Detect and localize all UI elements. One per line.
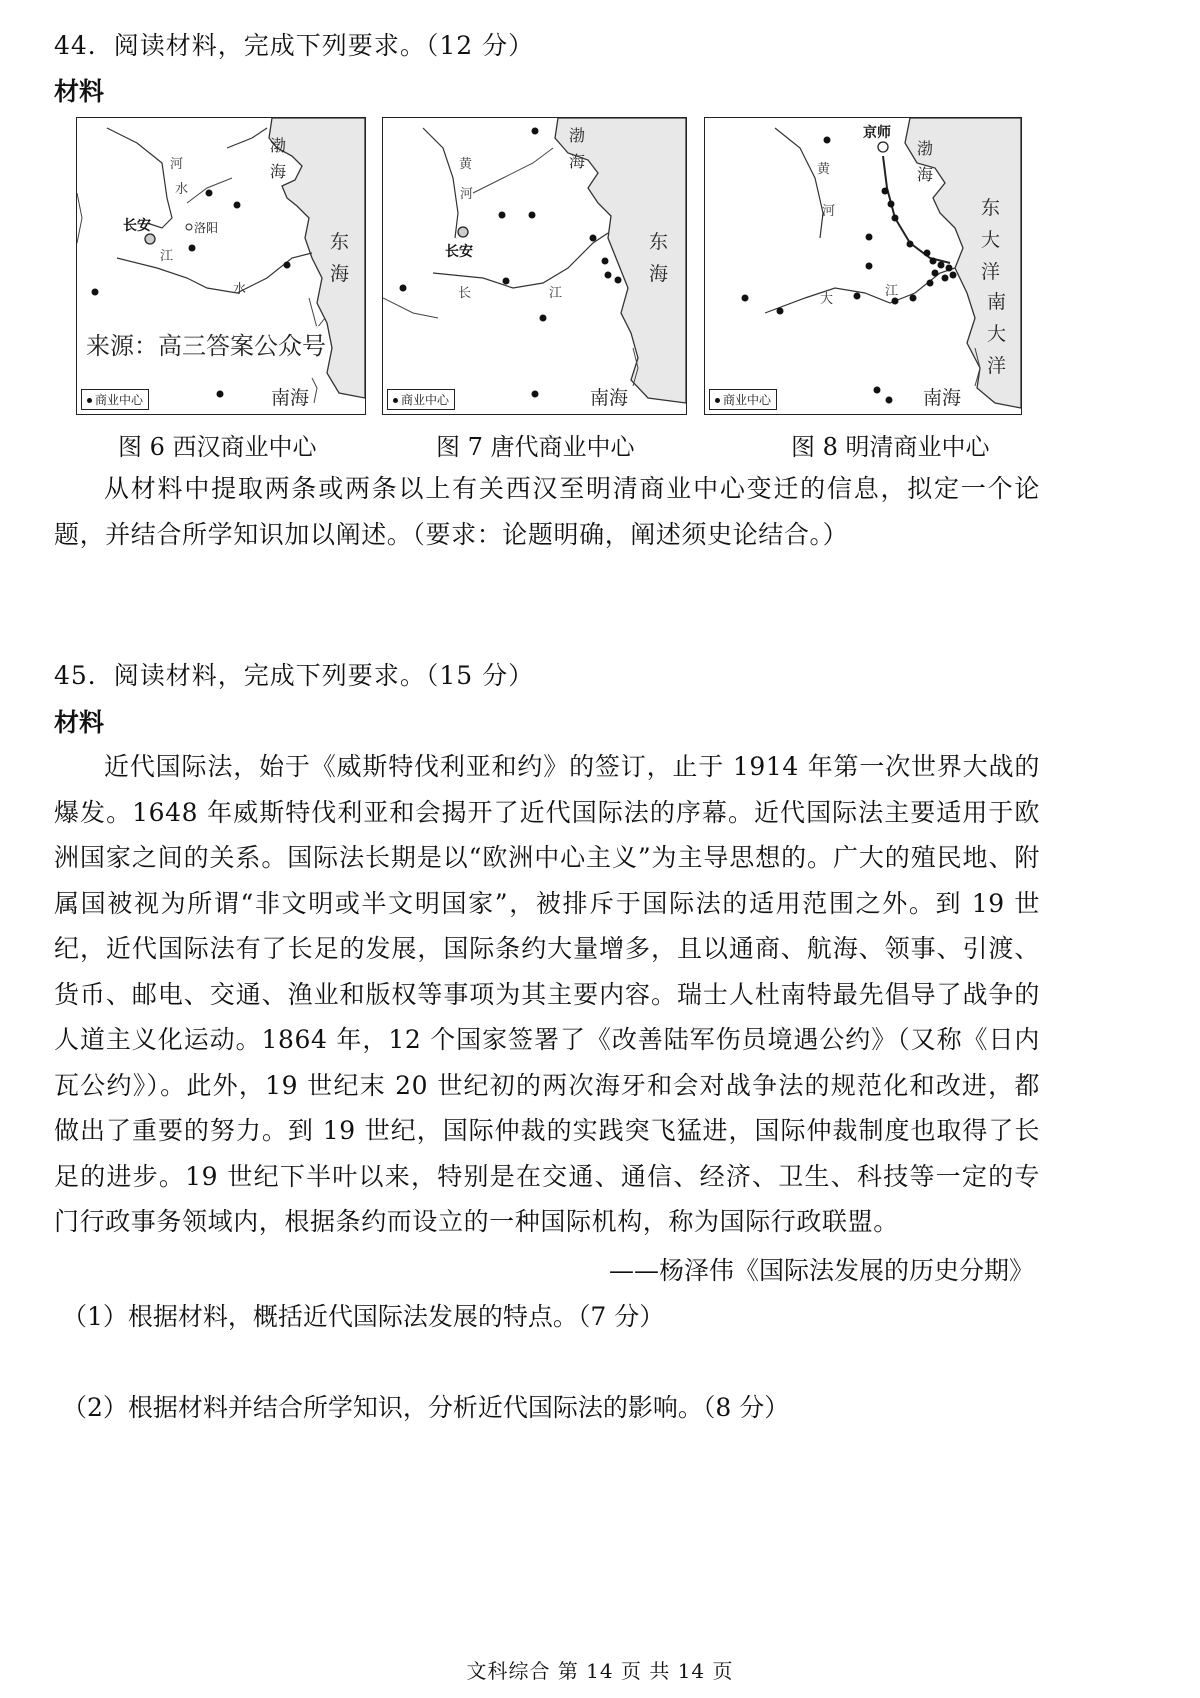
q44-material-label: 材料 — [54, 77, 105, 106]
river-label: 江 — [160, 249, 174, 264]
sea-east: 东海 — [330, 231, 350, 285]
map-caption-6: 图 6 西汉商业中心 — [118, 433, 317, 461]
map-ming-qing-drawing — [705, 118, 1021, 414]
sea-east: 东海 — [649, 231, 669, 285]
q45-material-body: 近代国际法，始于《威斯特伐利亚和约》的签订，止于 1914 年第一次世界大战的爆发。1648 年威斯特伐利亚和会揭开了近代国际法的序幕。近代国际法主要适用于欧洲国家之间的关系。国际法长期是以“欧洲中心主义”为主导思想的。广大的殖民地、附属国被视为所谓“非文明或半文明国家”，被排斥于国际法的适用范围之外。到 19 世纪，近代国际法有了长足的发展，国际条约大量增多，且以通商、航海、领事、引渡、货币、邮电、交通、渔业和版权等事项为其主要内容。瑞士人杜南特最先倡导了战争的人道主义化运动。1864 年，12 个国家签署了《改善陆军伤员境遇公约》（又称《日内瓦公约》）。此外，19 世纪末 20 世纪初的两次海牙和会对战争法的规范化和改进，都做出了重要的努力。到 19 世纪，国际仲裁的实践突飞猛进，国际仲裁制度也取得了长足的进步。19 世纪下半叶以来，特别是在交通、通信、经济、卫生、科技等一定的专门行政事务领域内，根据条约而设立的一种国际机构，称为国际行政联盟。 — [54, 752, 1040, 1236]
sea-south: 南海 — [590, 387, 629, 409]
river-label: 江 — [549, 286, 563, 301]
sea-south-ocean: 南大洋 — [987, 291, 1007, 377]
city-changan: 长安 — [123, 218, 151, 234]
source-watermark: 来源：高三答案公众号 — [86, 326, 326, 361]
q45-material-block — [54, 744, 1040, 1245]
map-caption-8: 图 8 明清商业中心 — [791, 433, 990, 461]
q45-source: ——杨泽伟《国际法发展的历史分期》 — [608, 1256, 1034, 1285]
sea-bohai: 渤海 — [917, 139, 934, 184]
map-legend: 商业中心 — [709, 389, 777, 410]
q44-prompt-block — [54, 466, 1040, 557]
commerce-center-dot-icon — [393, 398, 398, 403]
q45-header: 45．阅读材料，完成下列要求。（15 分） — [54, 661, 535, 690]
river-label: 黄 — [459, 157, 473, 172]
map-western-han-drawing — [77, 118, 365, 414]
city-jingshi: 京师 — [863, 125, 891, 141]
river-label: 河 — [822, 204, 836, 219]
page-footer: 文科综合 第 14 页 共 14 页 — [466, 1659, 734, 1683]
river-label: 水 — [175, 182, 189, 197]
q45-material-label: 材料 — [54, 708, 105, 737]
map-tang-drawing — [383, 118, 686, 414]
commerce-center-dot-icon — [715, 398, 720, 403]
sea-south: 南海 — [923, 387, 962, 409]
river-label: 黄 — [817, 162, 831, 177]
map-tang — [382, 117, 687, 415]
river-label: 大 — [820, 292, 834, 307]
q44-prompt: 从材料中提取两条或两条以上有关西汉至明清商业中心变迁的信息，拟定一个论题，并结合所学知识加以阐述。（要求：论题明确，阐述须史论结合。） — [54, 474, 1040, 549]
sea-bohai: 渤海 — [569, 126, 586, 171]
q45-subquestion-1: （1）根据材料，概括近代国际法发展的特点。（7 分） — [62, 1302, 665, 1331]
map-western-han — [76, 117, 366, 415]
river-label: 长 — [458, 286, 472, 301]
q44-header: 44．阅读材料，完成下列要求。（12 分） — [54, 31, 535, 60]
q45-subquestion-2: （2）根据材料并结合所学知识，分析近代国际法的影响。（8 分） — [62, 1393, 790, 1422]
sea-bohai: 渤海 — [270, 136, 287, 181]
map-ming-qing — [704, 117, 1022, 415]
river-label: 水 — [233, 282, 247, 297]
sea-east-ocean: 东大洋 — [981, 197, 1001, 283]
river-label: 江 — [885, 284, 899, 299]
map-legend: 商业中心 — [387, 389, 455, 410]
city-changan: 长安 — [445, 244, 473, 260]
river-label: 河 — [460, 187, 474, 202]
map-caption-7: 图 7 唐代商业中心 — [436, 433, 635, 461]
commerce-center-dot-icon — [87, 398, 92, 403]
river-label: 河 — [170, 157, 184, 172]
city-luoyang: 洛阳 — [194, 221, 219, 235]
sea-south: 南海 — [271, 387, 310, 409]
map-legend: 商业中心 — [81, 389, 149, 410]
